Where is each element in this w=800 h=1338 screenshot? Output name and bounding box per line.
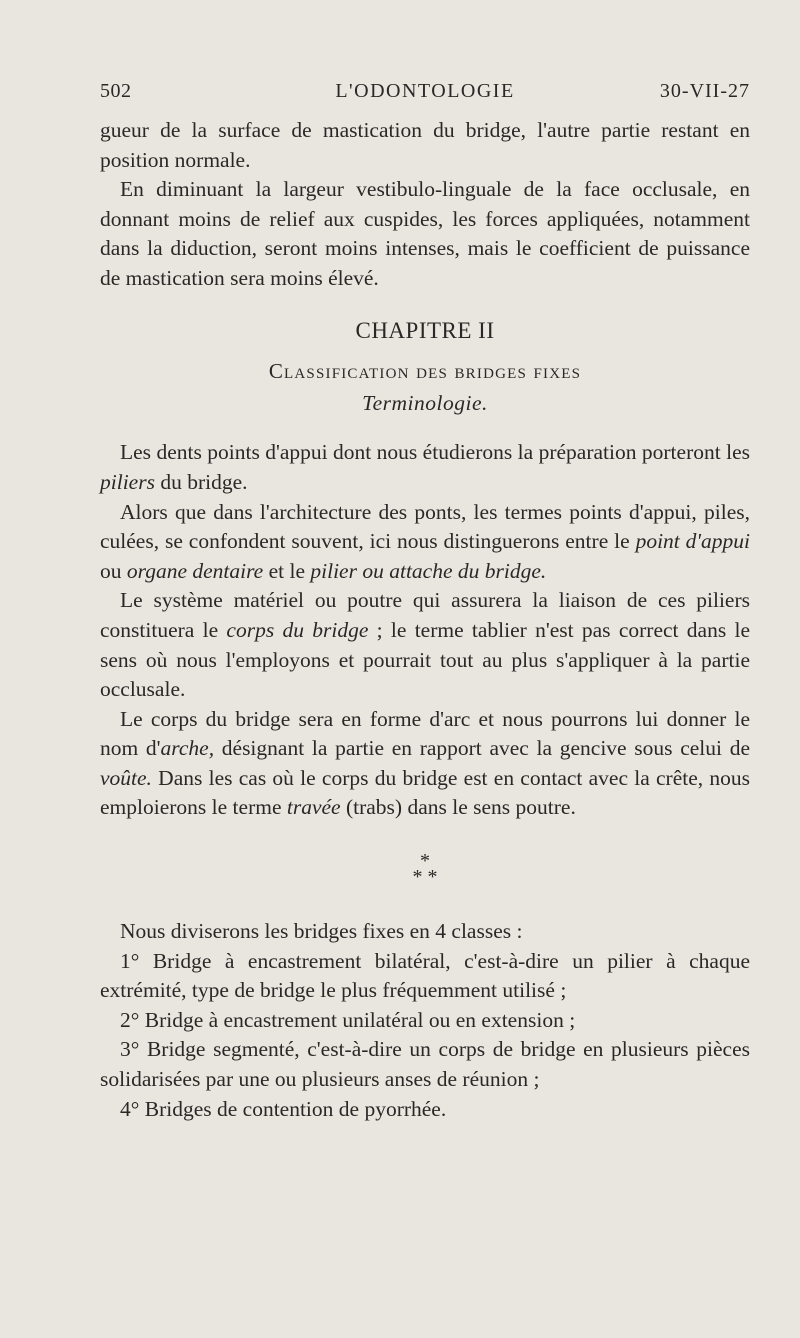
running-header [100,80,750,110]
paragraph-occlusal-width: En diminuant la largeur vestibulo-linguale de la face occlusale, en donnant moins de relief aux cuspides, les forces appliquées, notamment dans la diduction, seront moins intenses, mais le coefficient de puissance de mastication sera moins élevé. [100,177,750,290]
classes-list [100,947,750,1125]
paragraph-piliers [100,438,750,497]
italic-term: piliers [100,469,155,494]
paragraph-classes-intro: Nous diviserons les bridges fixes en 4 classes : [120,919,523,944]
paragraph-arche [100,705,750,823]
paragraph-continuation: gueur de la surface de mastication du bridge, l'autre partie restant en position normale. [100,118,750,172]
running-title: L'ODONTOLOGIE [335,80,515,102]
italic-term: organe dentaire [126,558,264,583]
asterism-divider [100,850,750,889]
text-run: et le [263,558,311,583]
italic-term: point d'appui [635,529,750,554]
paragraph-architecture [100,498,750,587]
asterism-bottom: * * [412,866,438,889]
text-run: Le système matériel ou poutre qui assurera la liaison de ces piliers constituera le [100,588,750,642]
italic-term: arche, [160,736,215,761]
page-body [100,116,750,1124]
italic-term: travée [286,795,341,820]
list-item: 3° Bridge segmenté, c'est-à-dire un corps de bridge en plusieurs pièces solidarisées par une ou plusieurs anses de réunion ; [100,1037,750,1092]
italic-term: pilier ou attache du bridge. [310,558,547,583]
text-run: ou [100,558,127,583]
chapter-heading: CHAPITRE II [355,317,495,343]
text-run: Le corps du bridge sera en forme d'arc et nous pourrons lui donner le nom d' [100,706,750,761]
text-run: Dans les cas où le corps du bridge est en contact avec la crête, nous emploierons le terme [100,765,750,820]
list-item: 1° Bridge à encastrement bilatéral, c'est-à-dire un pilier à chaque extrémité, type de bridge le plus fréquemment utilisé ; [100,948,750,1003]
subsection-heading: Terminologie. [362,390,488,415]
text-run: ; le terme tablier n'est pas correct dans le sens où nous l'employons et pourrait tout au plus s'appliquer à la partie occlusale. [100,617,750,702]
list-item: 4° Bridges de contention de pyorrhée. [120,1096,447,1121]
text-run: du bridge. [154,469,248,494]
asterism-top: * [420,850,430,873]
text-run: désignant la partie en rapport avec la gencive sous celui de [214,736,750,761]
page-number: 502 [100,80,132,102]
italic-term: voûte. [100,765,152,790]
issue-date: 30-VII-27 [659,80,750,102]
text-run: (trabs) dans le sens poutre. [340,795,576,820]
list-item: 2° Bridge à encastrement unilatéral ou en extension ; [120,1007,576,1032]
italic-term: corps du bridge [226,617,369,642]
text-run: Les dents points d'appui dont nous étudierons la préparation porteront les [120,440,750,465]
paragraph-corps-du-bridge [100,586,750,704]
text-run: Alors que dans l'architecture des ponts, les termes points d'appui, piles, culées, se confondent souvent, ici nous distinguerons entre le [100,499,750,554]
section-heading: Classification des bridges fixes [268,359,582,384]
